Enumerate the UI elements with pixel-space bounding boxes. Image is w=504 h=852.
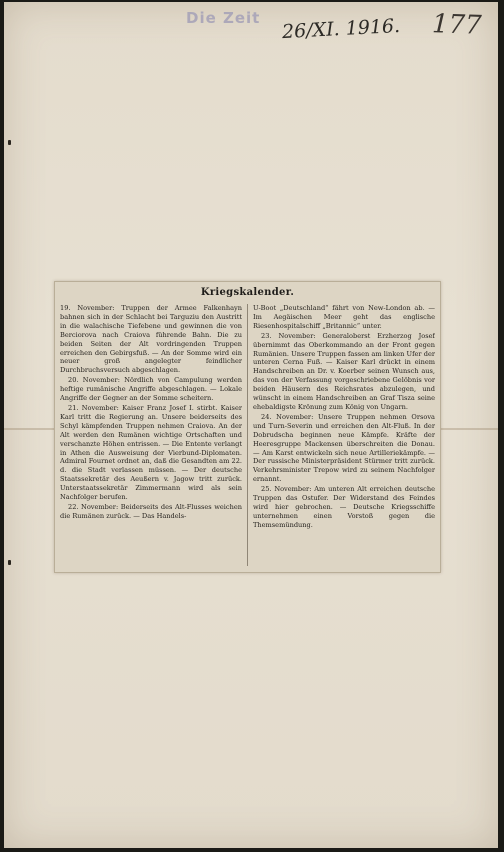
entry-23-november: 23. November: Generaloberst Erzherzog Josef übernimmt das Oberkommando an der Front gegen Rumänien. Unsere Truppen fassen am linken Ufer der unteren Cerna Fuß. — Kaiser Karl drückt in einem Handschreiben an Dr. v. Koerber seinen Wunsch aus, das von der Verfassung vorgeschriebene Gelöbnis vor beiden Häusern des Reichsrates abzulegen, und wünscht in einem Handschreiben an Graf Tisza seine ehebaldigste Krönung zum König von Ungarn. [253, 331, 435, 411]
entry-25-november: 25. November: Am unteren Alt erreichen deutsche Truppen das Ostufer. Der Widerstand des Feindes wird hier gebrochen. — Deutsche Kriegsschiffe unternehmen einen Vorstoß gegen die Themsemündung. [253, 485, 435, 529]
clipping-headline: Kriegskalender. [200, 287, 295, 298]
entry-19-november: 19. November: Truppen der Armee Falkenhayn bahnen sich in der Schlacht bei Targuziu den Austritt in die walachische Tiefebene und gewinnen die von Berciorova nach Craiova führende Bahn. Die zu beiden Seiten der Alt vordringenden Truppen erreichen den Gebirgsfuß. — An der Somme wird ein neuer groß angelegter feindlicher Durchbruchsversuch abgeschlagen. [60, 304, 242, 375]
binding-hole [8, 560, 11, 565]
folio-number: 177 [431, 9, 483, 41]
entry-24-november: 24. November: Unsere Truppen nehmen Orsova und Turn-Severin und erreichen den Alt-Fluß. In der Dobrudscha beginnen neue Kämpfe. Kräfte der Heeresgruppe Mackensen überschreiten die Donau. — Am Karst entwickeln sich neue Artilleriekämpfe. — Der russische Ministerpräsident Stürmer tritt zurück. Verkehrsminister Trepow wird zu seinem Nachfolger ernannt. [253, 412, 435, 484]
entry-21-november: 21. November: Kaiser Franz Josef I. stirbt. Kaiser Karl tritt die Regierung an. Unsere beiderseits des Schyl kämpfenden Truppen nehmen Craiova. An der Alt werden den Rumänen wichtige Ortschaften und verschanzte Höhen entrissen. — Die Entente verlangt in Athen die Ausweisung der Vierbund-Diplomaten. Admiral Fournet ordnet an, daß die Gesandten am 22. d. die Stadt verlassen müssen. — Der deutsche Staatssekretär des Aeußern v. Jagow tritt zurück. Unterstaatssekretär Zimmermann wird als sein Nachfolger berufen. [60, 403, 242, 502]
handwritten-date: 26/XI. 1916. [281, 14, 401, 44]
binding-hole [8, 140, 11, 145]
left-column [60, 304, 242, 572]
newspaper-clipping [54, 281, 441, 573]
newspaper-stamp: Die Zeit [186, 9, 261, 27]
entry-22-november: 22. November: Beiderseits des Alt-Flusses weichen die Rumänen zurück. — Das Handels- [60, 502, 242, 520]
column-divider [247, 304, 248, 566]
entry-22-november-cont: U-Boot „Deutschland“ fährt von New-London ab. — Im Aegäischen Meer geht das englische Riesenhospitalschiff „Britannic“ unter. [253, 304, 435, 330]
entry-20-november: 20. November: Nördlich von Campulung werden heftige rumänische Angriffe abgeschlagen. — Lokale Angriffe der Gegner an der Somme scheitern. [60, 376, 242, 403]
right-column [253, 304, 435, 572]
